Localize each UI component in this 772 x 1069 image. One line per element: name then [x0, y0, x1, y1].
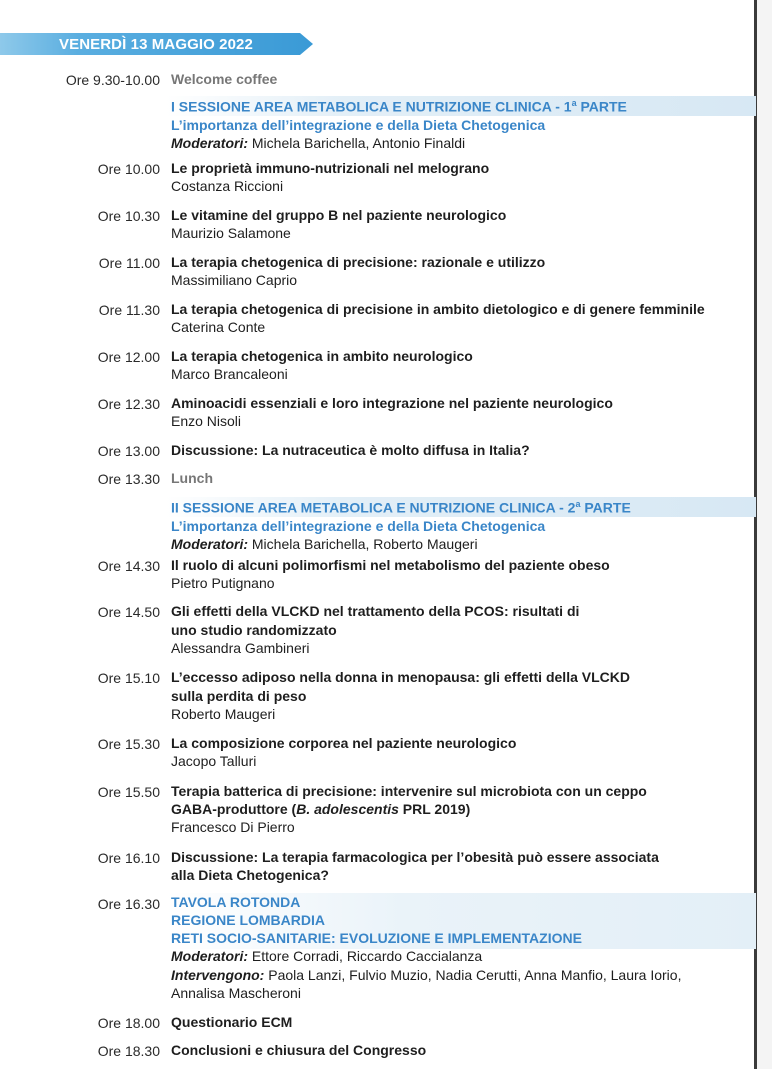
- roundtable-subtitle: REGIONE LOMBARDIA: [171, 912, 325, 928]
- welcome-title: Welcome coffee: [171, 71, 278, 87]
- talk-title: La composizione corporea nel paziente neurologico: [171, 735, 517, 751]
- roundtable-moderators: Moderatori: Ettore Corradi, Riccardo Caccialanza: [171, 948, 483, 964]
- speaker-name: Roberto Maugeri: [171, 706, 276, 722]
- session-title: II SESSIONE AREA METABOLICA E NUTRIZIONE CLINICA - 2$^a$ PARTE: [171, 499, 631, 516]
- time-label: Ore 11.30: [98, 302, 160, 318]
- time-label: Ore 12.30: [97, 396, 160, 412]
- questionnaire-title: Questionario ECM: [171, 1014, 293, 1030]
- roundtable-speakers: Intervengono: Paola Lanzi, Fulvio Muzio, Nadia Cerutti, Anna Manfio, Laura Iorio,: [171, 967, 682, 983]
- discussion-title: Discussione: La nutraceutica è molto diffusa in Italia?: [171, 442, 530, 458]
- discussion-title: alla Dieta Chetogenica?: [171, 867, 329, 883]
- session-moderators: Moderatori: Michela Barichella, Roberto Maugeri: [171, 536, 478, 552]
- talk-title: Terapia batterica di precisione: intervenire sul microbiota con un ceppo: [171, 783, 647, 799]
- talk-title: GABA-produttore (B. adolescentis PRL 2019): [171, 801, 471, 817]
- talk-title: La terapia chetogenica di precisione in ambito dietologico e di genere femminile: [171, 301, 705, 317]
- speaker-name: Alessandra Gambineri: [171, 640, 310, 656]
- speaker-name: Massimiliano Caprio: [171, 272, 298, 288]
- lunch-title: Lunch: [171, 470, 213, 486]
- time-label: Ore 18.00: [97, 1015, 160, 1031]
- roundtable-speakers-cont: Annalisa Mascheroni: [171, 985, 301, 1001]
- speaker-name: Marco Brancaleoni: [171, 366, 288, 382]
- time-label: Ore 9.30-10.00: [65, 72, 160, 88]
- time-label: Ore 10.00: [97, 161, 160, 177]
- time-label: Ore 11.00: [98, 255, 160, 271]
- talk-title: uno studio randomizzato: [171, 622, 337, 638]
- session-title: I SESSIONE AREA METABOLICA E NUTRIZIONE CLINICA - 1$^a$ PARTE: [171, 98, 627, 115]
- talk-title: Le vitamine del gruppo B nel paziente neurologico: [171, 207, 507, 223]
- time-label: Ore 13.30: [97, 471, 160, 487]
- session-subtitle: L’importanza dell’integrazione e della Dieta Chetogenica: [171, 518, 546, 534]
- talk-title: La terapia chetogenica in ambito neurologico: [171, 348, 473, 364]
- time-label: Ore 15.10: [97, 670, 160, 686]
- page-margin: [757, 0, 772, 1069]
- time-label: Ore 14.30: [97, 558, 160, 574]
- time-label: Ore 15.50: [97, 784, 160, 800]
- talk-title: Gli effetti della VLCKD nel trattamento della PCOS: risultati di: [171, 603, 580, 619]
- date-title: VENERDÌ 13 MAGGIO 2022: [59, 36, 253, 53]
- speaker-name: Costanza Riccioni: [171, 178, 284, 194]
- time-label: Ore 16.30: [97, 896, 160, 912]
- speaker-name: Jacopo Talluri: [171, 753, 257, 769]
- speaker-name: Caterina Conte: [171, 319, 266, 335]
- time-label: Ore 16.10: [97, 850, 160, 866]
- time-label: Ore 10.30: [97, 208, 160, 224]
- time-label: Ore 12.00: [97, 349, 160, 365]
- discussion-title: Discussione: La terapia farmacologica per l’obesità può essere associata: [171, 849, 659, 865]
- session-moderators: Moderatori: Michela Barichella, Antonio Finaldi: [171, 135, 466, 151]
- speaker-name: Francesco Di Pierro: [171, 819, 295, 835]
- roundtable-theme: RETI SOCIO-SANITARIE: EVOLUZIONE E IMPLEMENTAZIONE: [171, 930, 582, 946]
- talk-title: sulla perdita di peso: [171, 688, 307, 704]
- talk-title: Aminoacidi essenziali e loro integrazione nel paziente neurologico: [171, 395, 613, 411]
- speaker-name: Pietro Putignano: [171, 575, 275, 591]
- talk-title: L’eccesso adiposo nella donna in menopausa: gli effetti della VLCKD: [171, 669, 630, 685]
- time-label: Ore 18.30: [97, 1043, 160, 1059]
- time-label: Ore 14.50: [97, 604, 160, 620]
- talk-title: Le proprietà immuno-nutrizionali nel melograno: [171, 160, 490, 176]
- closing-title: Conclusioni e chiusura del Congresso: [171, 1042, 427, 1058]
- speaker-name: Enzo Nisoli: [171, 413, 242, 429]
- talk-title: Il ruolo di alcuni polimorfismi nel metabolismo del paziente obeso: [171, 557, 610, 573]
- time-label: Ore 13.00: [97, 443, 160, 459]
- roundtable-title: TAVOLA ROTONDA: [171, 894, 301, 910]
- session-subtitle: L’importanza dell’integrazione e della Dieta Chetogenica: [171, 117, 546, 133]
- time-label: Ore 15.30: [97, 736, 160, 752]
- speaker-name: Maurizio Salamone: [171, 225, 291, 241]
- talk-title: La terapia chetogenica di precisione: razionale e utilizzo: [171, 254, 546, 270]
